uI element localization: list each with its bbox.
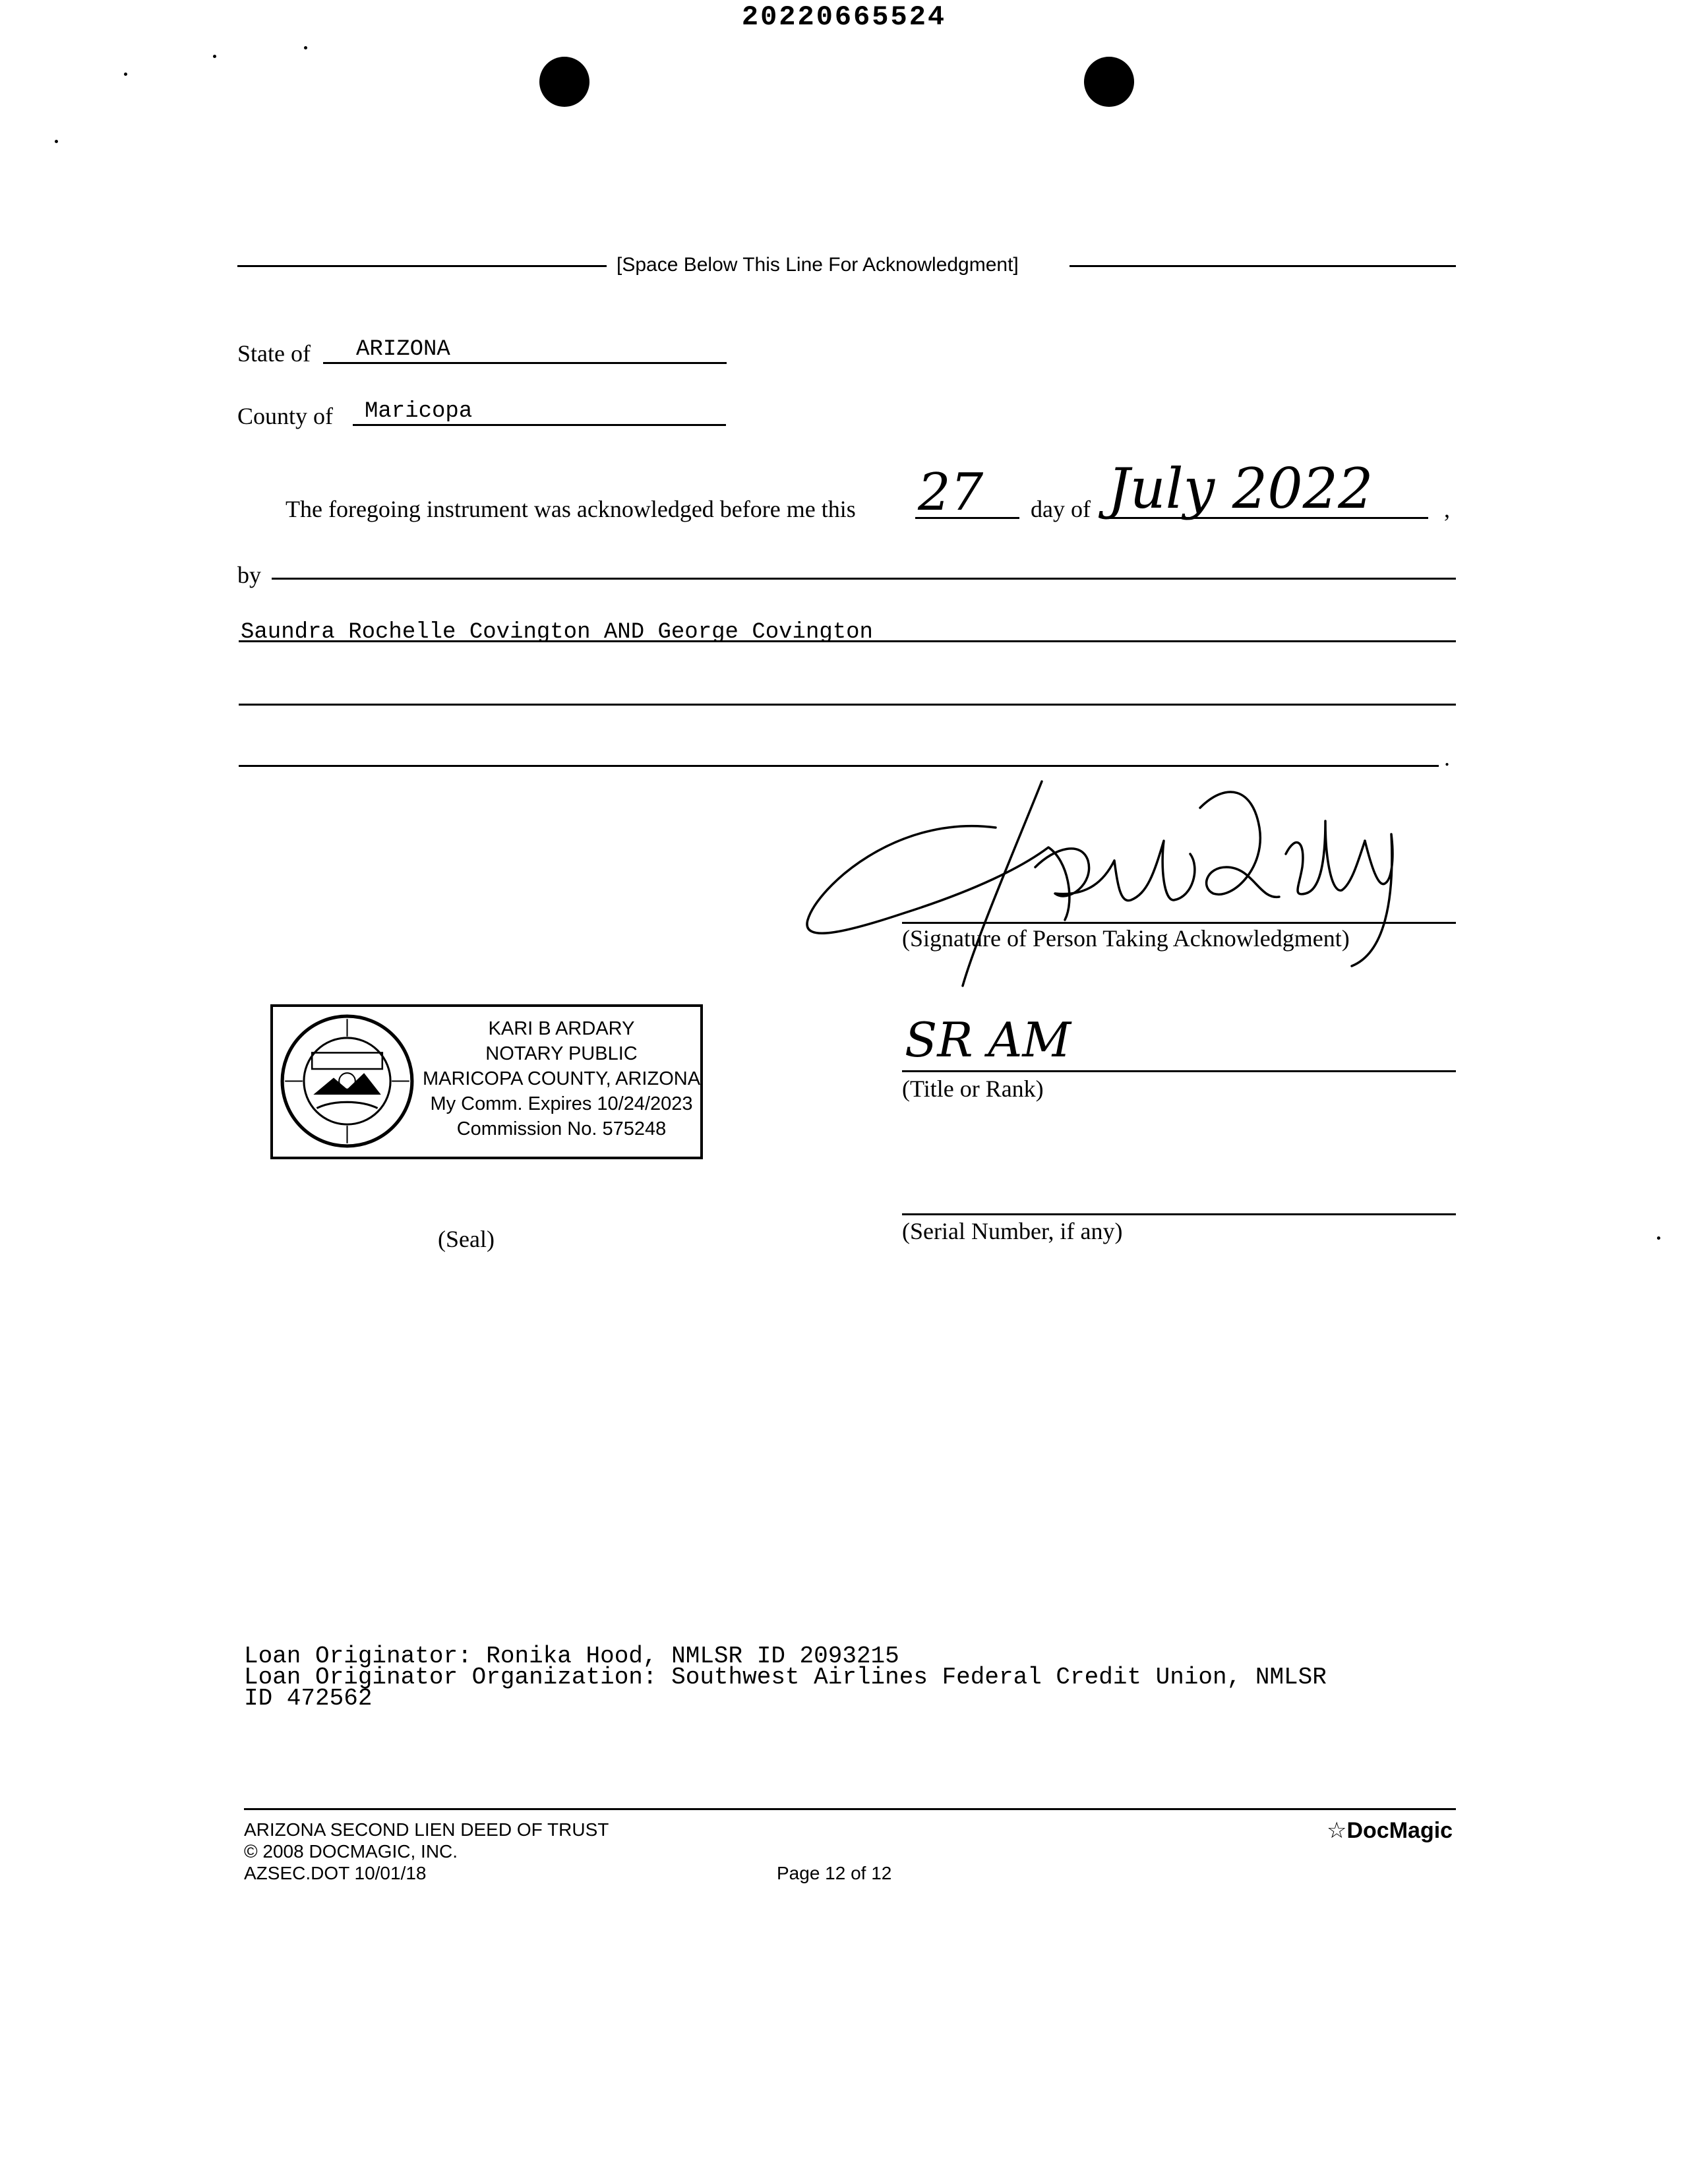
form-code: AZSEC.DOT 10/01/18 bbox=[244, 1863, 427, 1883]
punch-hole-right bbox=[1084, 57, 1134, 107]
seal-caption: (Seal) bbox=[438, 1226, 495, 1252]
loan-originator bbox=[244, 1643, 1327, 1712]
scan-speck bbox=[1657, 1236, 1660, 1240]
county-line bbox=[353, 424, 726, 426]
acknowledgment-header: [Space Below This Line For Acknowledgment] bbox=[617, 254, 1019, 276]
serial-caption: (Serial Number, if any) bbox=[902, 1218, 1123, 1244]
form-title: ARIZONA SECOND LIEN DEED OF TRUST bbox=[244, 1819, 609, 1840]
ack-sentence: The foregoing instrument was acknowledged before me this bbox=[286, 496, 856, 522]
blank-line-2 bbox=[239, 765, 1439, 767]
title-caption: (Title or Rank) bbox=[902, 1076, 1044, 1102]
by-line bbox=[272, 578, 1456, 580]
star-icon: ☆ bbox=[1327, 1818, 1347, 1843]
county-value: Maricopa bbox=[365, 399, 473, 424]
scan-speck bbox=[55, 140, 58, 143]
signers-line bbox=[239, 640, 1456, 642]
scan-speck bbox=[304, 46, 307, 49]
stamp-name: KARI B ARDARY bbox=[488, 1018, 635, 1039]
by-label: by bbox=[237, 562, 261, 588]
brand-label: DocMagic bbox=[1346, 1818, 1453, 1843]
recording-number: 20220665524 bbox=[741, 1, 947, 33]
county-label: County of bbox=[237, 403, 334, 429]
loan-line-1: Loan Originator: Ronika Hood, NMLSR ID 2093215 bbox=[244, 1643, 899, 1670]
stamp-expires: My Comm. Expires 10/24/2023 bbox=[430, 1093, 693, 1114]
signature-caption: (Signature of Person Taking Acknowledgment) bbox=[902, 925, 1350, 952]
blank-line-1 bbox=[239, 704, 1456, 706]
day-of-label: day of bbox=[1031, 496, 1091, 522]
state-value: ARIZONA bbox=[356, 337, 450, 362]
loan-line-2: Loan Originator Organization: Southwest Airlines Federal Credit Union, NMLSR bbox=[244, 1664, 1327, 1691]
notary-signature bbox=[804, 768, 1398, 992]
footer-rule bbox=[244, 1808, 1456, 1810]
arizona-seal-icon bbox=[280, 1014, 415, 1149]
notary-stamp bbox=[270, 1004, 703, 1159]
loan-line-3: ID 472562 bbox=[244, 1685, 373, 1712]
stamp-title: NOTARY PUBLIC bbox=[485, 1043, 638, 1064]
title-line bbox=[902, 1070, 1456, 1072]
state-line bbox=[323, 362, 727, 364]
title-handwritten: SR AM bbox=[905, 1012, 1071, 1068]
month-year-handwritten: July 2022 bbox=[1108, 456, 1373, 521]
footer-left bbox=[244, 1819, 609, 1884]
signers-names: Saundra Rochelle Covington AND George Covington bbox=[241, 620, 873, 645]
blank-line-period: . bbox=[1444, 744, 1450, 771]
scan-speck bbox=[213, 55, 216, 58]
punch-hole-left bbox=[539, 57, 589, 107]
header-rule-right bbox=[1070, 265, 1456, 267]
page-number: Page 12 of 12 bbox=[777, 1863, 892, 1883]
signature-line bbox=[902, 922, 1456, 924]
copyright: © 2008 DOCMAGIC, INC. bbox=[244, 1841, 458, 1862]
stamp-commission: Commission No. 575248 bbox=[456, 1118, 667, 1139]
serial-line bbox=[902, 1213, 1456, 1215]
sentence-comma: , bbox=[1444, 496, 1450, 522]
state-label: State of bbox=[237, 340, 311, 367]
day-handwritten: 27 bbox=[918, 463, 984, 522]
header-rule-left bbox=[237, 265, 607, 267]
docmagic-brand bbox=[1327, 1817, 1453, 1844]
scan-speck bbox=[124, 73, 127, 76]
stamp-county: MARICOPA COUNTY, ARIZONA bbox=[422, 1068, 701, 1089]
